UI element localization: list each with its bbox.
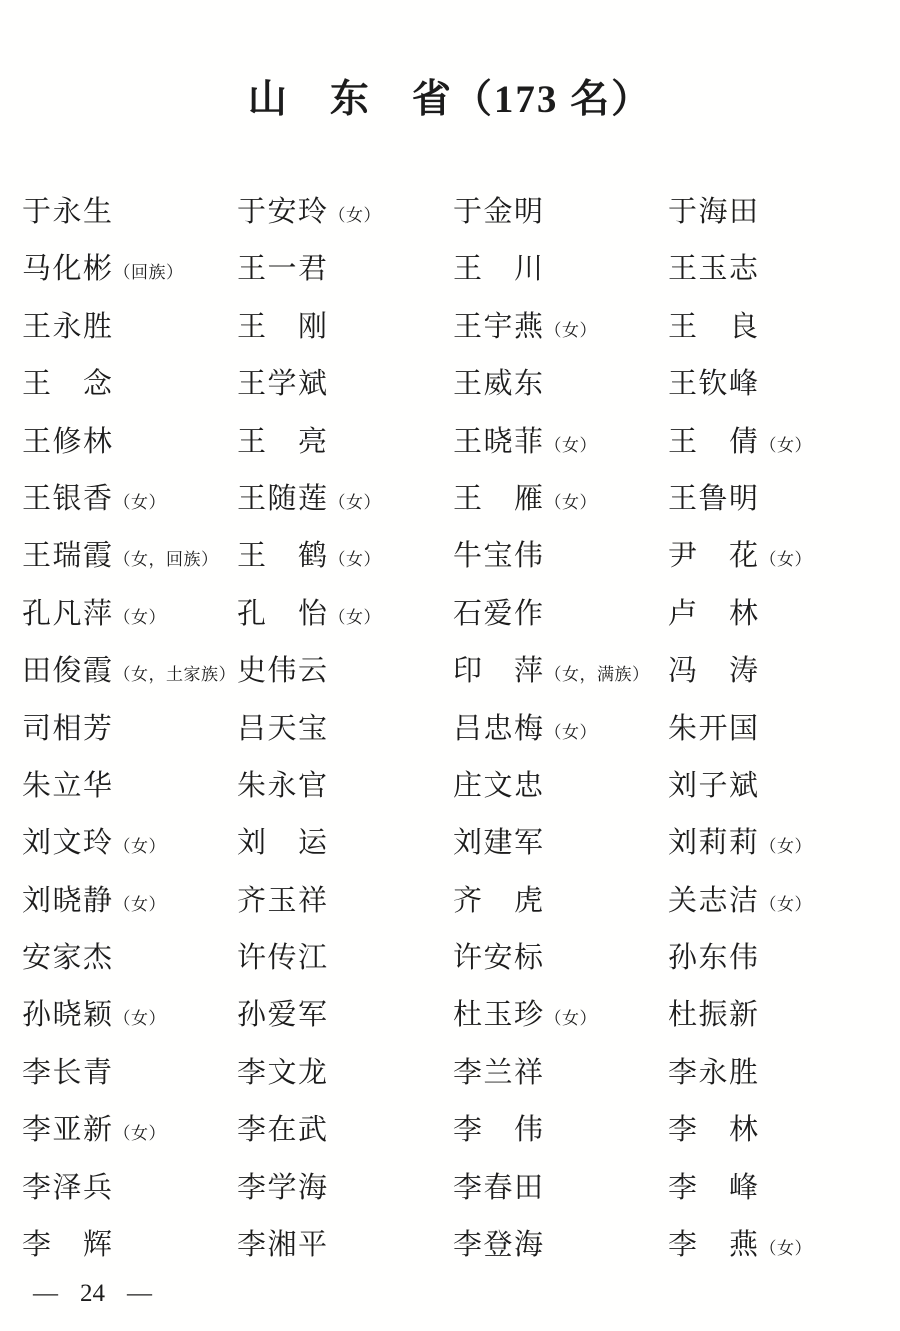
name-cell — [668, 247, 890, 304]
name-cell — [237, 1166, 453, 1223]
name-cell — [668, 592, 890, 649]
person-note: （女） — [113, 607, 167, 627]
person-note: （女） — [328, 492, 382, 512]
person-note: （女） — [544, 492, 598, 512]
person-note: （女） — [113, 837, 167, 857]
person-name: 刘文玲 — [22, 827, 114, 860]
person-note: （女） — [113, 1009, 167, 1029]
name-cell — [668, 821, 890, 878]
person-name: 孙东伟 — [668, 942, 760, 975]
person-note: （女） — [113, 492, 167, 512]
person-name: 吕忠梅 — [453, 712, 545, 745]
name-cell — [668, 936, 890, 993]
person-name: 李在武 — [237, 1114, 329, 1147]
person-name: 田俊霞 — [22, 655, 114, 688]
person-name: 杜玉珍 — [453, 999, 545, 1032]
name-cell — [22, 534, 237, 591]
person-name: 王 倩 — [668, 425, 760, 458]
person-note: （女） — [759, 894, 813, 914]
name-cell — [237, 1051, 453, 1108]
name-cell — [453, 1051, 668, 1108]
person-note: （女） — [759, 1239, 813, 1259]
person-note: （女） — [544, 1009, 598, 1029]
name-cell — [237, 649, 453, 706]
name-cell — [453, 821, 668, 878]
name-cell — [453, 707, 668, 764]
person-name: 冯 涛 — [668, 655, 760, 688]
name-cell — [668, 879, 890, 936]
name-cell — [453, 1108, 668, 1165]
person-name: 刘 运 — [237, 827, 329, 860]
person-name: 王一君 — [237, 253, 329, 286]
name-cell — [453, 362, 668, 419]
person-name: 关志洁 — [668, 884, 760, 917]
person-name: 尹 花 — [668, 540, 760, 573]
name-cell — [668, 993, 890, 1050]
name-cell — [22, 305, 237, 362]
name-cell — [453, 936, 668, 993]
name-cell — [453, 305, 668, 362]
person-name: 于安玲 — [237, 196, 329, 228]
person-name: 李兰祥 — [453, 1056, 545, 1089]
name-cell — [453, 764, 668, 821]
person-name: 王 川 — [453, 253, 545, 286]
person-note: （女） — [759, 435, 813, 455]
person-name: 王威东 — [453, 368, 545, 401]
name-grid — [22, 190, 890, 1280]
person-name: 齐玉祥 — [237, 884, 329, 917]
name-cell — [22, 821, 237, 878]
person-name: 李亚新 — [22, 1114, 114, 1147]
person-note: （女） — [328, 206, 382, 225]
name-cell — [453, 592, 668, 649]
name-cell — [22, 477, 237, 534]
person-name: 李登海 — [453, 1229, 545, 1262]
person-note: （女） — [113, 894, 167, 914]
name-cell — [453, 879, 668, 936]
name-cell — [668, 707, 890, 764]
name-cell — [453, 993, 668, 1050]
name-cell — [668, 649, 890, 706]
name-cell — [22, 993, 237, 1050]
person-name: 卢 林 — [668, 597, 760, 630]
person-name: 刘晓静 — [22, 884, 114, 917]
person-name: 李 峰 — [668, 1171, 760, 1204]
person-name: 朱开国 — [668, 712, 760, 745]
person-name: 李学海 — [237, 1171, 329, 1204]
name-cell — [237, 420, 453, 477]
person-name: 王 良 — [668, 310, 760, 343]
person-name: 李泽兵 — [22, 1171, 114, 1204]
name-cell — [22, 1108, 237, 1165]
name-cell — [668, 362, 890, 419]
page-number: 24 — [80, 1280, 105, 1307]
name-cell — [22, 592, 237, 649]
person-note: （回族） — [113, 263, 184, 283]
name-cell — [237, 247, 453, 304]
name-cell — [668, 1166, 890, 1223]
person-name: 王玉志 — [668, 253, 760, 286]
person-name: 李 林 — [668, 1114, 760, 1147]
person-name: 王修林 — [22, 425, 114, 458]
page-footer — [33, 1280, 152, 1308]
name-cell — [22, 936, 237, 993]
person-name: 刘建军 — [453, 827, 545, 860]
name-cell — [668, 190, 890, 247]
footer-right-dash: — — [127, 1280, 152, 1307]
person-name: 许安标 — [453, 942, 545, 975]
name-cell — [453, 477, 668, 534]
person-name: 李长青 — [22, 1056, 114, 1089]
person-name: 王 刚 — [237, 310, 329, 343]
person-name: 于海田 — [668, 196, 760, 228]
name-cell — [237, 534, 453, 591]
name-cell — [453, 247, 668, 304]
person-name: 司相芳 — [22, 712, 114, 745]
name-cell — [237, 821, 453, 878]
name-cell — [453, 534, 668, 591]
person-name: 刘莉莉 — [668, 827, 760, 860]
person-note: （女） — [544, 435, 598, 455]
person-name: 吕天宝 — [237, 712, 329, 745]
page-title: 山 东 省（173 名） — [247, 78, 653, 121]
person-note: （女） — [113, 1124, 167, 1144]
person-name: 孔 怡 — [237, 597, 329, 630]
name-cell — [22, 879, 237, 936]
person-name: 李 燕 — [668, 1229, 760, 1262]
name-cell — [22, 247, 237, 304]
person-note: （女） — [328, 607, 382, 627]
name-cell — [22, 707, 237, 764]
person-name: 于永生 — [22, 196, 114, 228]
name-cell — [453, 190, 668, 247]
person-name: 王瑞霞 — [22, 540, 114, 573]
person-name: 杜振新 — [668, 999, 760, 1032]
person-name: 王银香 — [22, 482, 114, 515]
name-cell — [237, 764, 453, 821]
name-cell — [668, 477, 890, 534]
name-cell — [668, 1108, 890, 1165]
name-cell — [237, 477, 453, 534]
person-name: 史伟云 — [237, 655, 329, 688]
name-cell — [453, 1223, 668, 1280]
person-name: 李春田 — [453, 1171, 545, 1204]
name-cell — [237, 707, 453, 764]
name-cell — [237, 993, 453, 1050]
person-name: 李永胜 — [668, 1056, 760, 1089]
person-note: （女） — [759, 550, 813, 570]
person-name: 朱立华 — [22, 769, 114, 802]
name-cell — [22, 649, 237, 706]
name-cell — [453, 649, 668, 706]
person-note: （女） — [544, 320, 598, 340]
person-name: 于金明 — [453, 196, 545, 228]
person-note: （女） — [759, 837, 813, 857]
person-name: 李 辉 — [22, 1229, 114, 1262]
person-name: 王 念 — [22, 368, 114, 401]
person-name: 石爱作 — [453, 597, 545, 630]
person-name: 王钦峰 — [668, 368, 760, 401]
name-cell — [668, 305, 890, 362]
name-cell — [237, 1223, 453, 1280]
name-cell — [237, 879, 453, 936]
name-cell — [22, 190, 237, 247]
person-name: 齐 虎 — [453, 884, 545, 917]
person-name: 许传江 — [237, 942, 329, 975]
name-cell — [237, 936, 453, 993]
person-name: 王永胜 — [22, 310, 114, 343]
name-cell — [237, 305, 453, 362]
person-name: 王 鹤 — [237, 540, 329, 573]
person-name: 孙晓颖 — [22, 999, 114, 1032]
person-note: （女，满族） — [544, 665, 650, 685]
name-cell — [22, 1223, 237, 1280]
person-name: 王随莲 — [237, 482, 329, 515]
person-name: 孙爱军 — [237, 999, 329, 1032]
person-name: 印 萍 — [453, 655, 545, 688]
name-cell — [453, 1166, 668, 1223]
person-name: 李文龙 — [237, 1056, 329, 1089]
name-cell — [22, 362, 237, 419]
name-cell — [237, 362, 453, 419]
name-cell — [668, 1051, 890, 1108]
name-cell — [668, 764, 890, 821]
person-name: 王 雁 — [453, 482, 545, 515]
person-name: 马化彬 — [22, 253, 114, 286]
name-cell — [22, 1051, 237, 1108]
person-name: 牛宝伟 — [453, 540, 545, 573]
name-cell — [22, 420, 237, 477]
person-name: 朱永官 — [237, 769, 329, 802]
person-note: （女） — [328, 550, 382, 570]
name-cell — [668, 420, 890, 477]
person-name: 刘子斌 — [668, 769, 760, 802]
person-note: （女，回族） — [113, 550, 219, 570]
name-cell — [237, 190, 453, 247]
name-cell — [237, 592, 453, 649]
name-cell — [668, 1223, 890, 1280]
person-name: 李 伟 — [453, 1114, 545, 1147]
person-name: 安家杰 — [22, 942, 114, 975]
person-name: 王 亮 — [237, 425, 329, 458]
person-note: （女，土家族） — [113, 665, 237, 685]
name-cell — [22, 1166, 237, 1223]
person-note: （女） — [544, 722, 598, 742]
person-name: 王宇燕 — [453, 310, 545, 343]
footer-left-dash: — — [33, 1280, 58, 1307]
person-name: 孔凡萍 — [22, 597, 114, 630]
name-cell — [22, 764, 237, 821]
person-name: 王学斌 — [237, 368, 329, 401]
name-cell — [668, 534, 890, 591]
person-name: 王晓菲 — [453, 425, 545, 458]
name-cell — [453, 420, 668, 477]
person-name: 王鲁明 — [668, 482, 760, 515]
person-name: 李湘平 — [237, 1229, 329, 1262]
person-name: 庄文忠 — [453, 769, 545, 802]
name-cell — [237, 1108, 453, 1165]
